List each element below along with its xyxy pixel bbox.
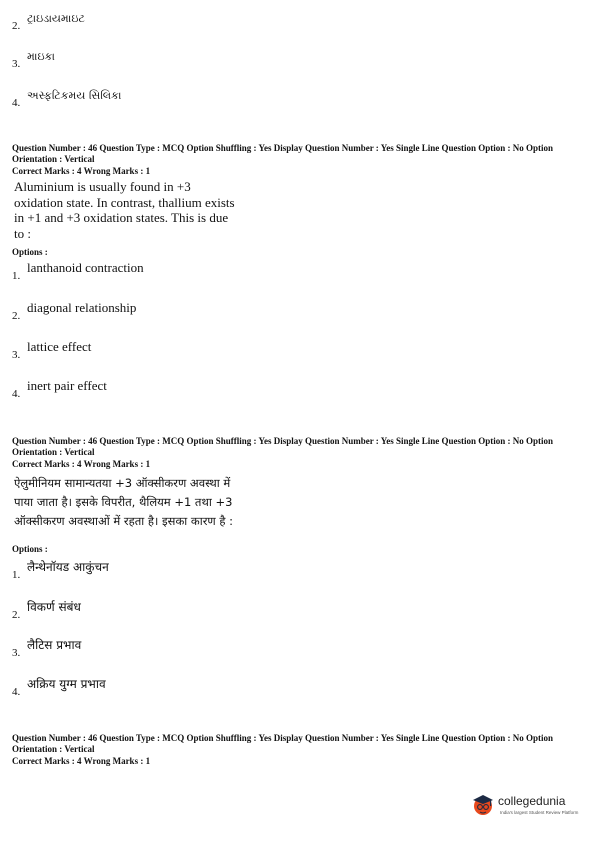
option-number: 2. — [12, 20, 21, 32]
option-text: અસ્ફટિકમય સિલિકા — [27, 89, 122, 102]
option-text: માઇકા — [27, 50, 55, 63]
question-meta: Question Number : 46 Question Type : MCQ Option Shuffling : Yes Display Question Number : Yes Single Line Question Option : No Option Orientation : Vertical — [12, 733, 553, 754]
question-line: to : — [14, 225, 31, 241]
question-line: oxidation state. In contrast, thallium exists — [14, 194, 235, 210]
option-number: 1. — [12, 270, 21, 282]
option-number: 3. — [12, 58, 21, 70]
logo-wordmark: collegedunia — [498, 794, 566, 808]
option-number: 2. — [12, 609, 21, 621]
option-number: 3. — [12, 349, 21, 361]
option-text: inert pair effect — [27, 378, 107, 393]
option-text: लैन्थेनॉयड आकुंचन — [27, 560, 109, 574]
option-number: 3. — [12, 647, 21, 659]
question-meta: Question Number : 46 Question Type : MCQ Option Shuffling : Yes Display Question Number : Yes Single Line Question Option : No Option Orientation : Vertical — [12, 436, 553, 457]
option-text: अक्रिय युग्म प्रभाव — [27, 677, 106, 691]
option-text: lattice effect — [27, 339, 92, 354]
option-text: diagonal relationship — [27, 300, 137, 315]
question-line: ऐलुमीनियम सामान्यतया +3 ऑक्सीकरण अवस्था में — [14, 476, 231, 490]
option-number: 2. — [12, 310, 21, 322]
question-meta: Question Number : 46 Question Type : MCQ Option Shuffling : Yes Display Question Number : Yes Single Line Question Option : No Option Orientation : Vertical — [12, 143, 553, 164]
marks-info: Correct Marks : 4 Wrong Marks : 1 — [12, 756, 151, 766]
graduate-avatar-icon — [470, 792, 496, 818]
option-text: विकर्ण संबंध — [27, 600, 81, 614]
option-number: 4. — [12, 686, 21, 698]
question-line: in +1 and +3 oxidation states. This is due — [14, 210, 229, 225]
options-label: Options : — [12, 544, 48, 554]
logo-tagline: India's largest Student Review Platform — [500, 810, 579, 815]
question-text — [14, 474, 314, 531]
option-number: 4. — [12, 97, 21, 109]
marks-info: Correct Marks : 4 Wrong Marks : 1 — [12, 459, 151, 469]
option-number: 1. — [12, 569, 21, 581]
options-label: Options : — [12, 247, 48, 257]
collegedunia-logo — [470, 790, 590, 824]
option-text: लैटिस प्रभाव — [27, 638, 82, 652]
question-line: पाया जाता है। इसके विपरीत, थैलियम +1 तथा +3 — [14, 495, 233, 509]
question-line: Aluminium is usually found in +3 — [14, 179, 191, 194]
option-text: ટ્રાઇડાયમાઇટ — [27, 12, 85, 25]
option-text: lanthanoid contraction — [27, 260, 144, 275]
marks-info: Correct Marks : 4 Wrong Marks : 1 — [12, 166, 151, 176]
option-number: 4. — [12, 388, 21, 400]
question-line: ऑक्सीकरण अवस्थाओं में रहता है। इसका कारण है : — [14, 514, 234, 528]
question-text — [14, 179, 274, 241]
